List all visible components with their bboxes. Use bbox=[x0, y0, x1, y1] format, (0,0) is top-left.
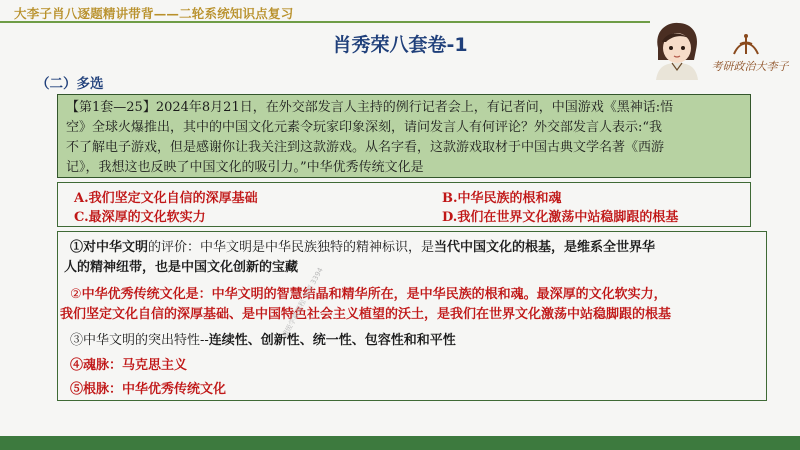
analysis-point-4: ④魂脉：马克思主义 bbox=[70, 358, 188, 373]
footer-band bbox=[0, 436, 800, 450]
point-1-mid: 的评价：中华文明是中华民族独特的精神标识，是 bbox=[148, 240, 435, 255]
point-2-bold: 中华优秀传统文化是 bbox=[81, 287, 199, 302]
options-box bbox=[57, 182, 751, 227]
option-d[interactable]: D.我们在世界文化激荡中站稳脚跟的根基 bbox=[442, 210, 679, 225]
analysis-box bbox=[57, 231, 767, 401]
brand-logo bbox=[706, 32, 794, 72]
section-label: （二）多选 bbox=[36, 76, 104, 92]
option-b[interactable]: B.中华民族的根和魂 bbox=[442, 191, 562, 206]
brand-text: 考研政治大李子 bbox=[711, 60, 789, 73]
question-line: 【第1套—25】2024年8月21日，在外交部发言人主持的例行记者会上，有记者问，中国游戏《黑神话:悟 bbox=[66, 100, 674, 115]
course-title: 大李子肖八逐题精讲带背——二轮系统知识点复习 bbox=[14, 6, 294, 21]
question-box bbox=[57, 94, 751, 178]
analysis-point-1-cont: 人的精神纽带，也是中国文化创新的宝藏 bbox=[64, 260, 299, 275]
question-line: 空》全球火爆推出，其中的中国文化元素令玩家印象深刻，请问发言人有何评论？外交部发言人表示:“我 bbox=[66, 120, 663, 135]
option-a[interactable]: A.我们坚定文化自信的深厚基础 bbox=[74, 191, 258, 206]
point-3-prefix: ③中华文明的突出特性-- bbox=[70, 333, 209, 348]
analysis-point-3 bbox=[70, 329, 456, 348]
option-c[interactable]: C.最深厚的文化软实力 bbox=[74, 210, 206, 225]
question-line: 不了解电子游戏，但是感谢你让我关注到这款游戏。从名字看，这款游戏取材于中国古典文学名著《西游 bbox=[66, 140, 665, 155]
point-2-rest: ：中华文明的智慧结晶和精华所在，是中华民族的根和魂。最深厚的文化软实力， bbox=[198, 287, 667, 302]
header-divider bbox=[0, 21, 650, 23]
point-1-bold: 当代中国文化的根基，是维系全世界华 bbox=[434, 240, 656, 255]
seal-icon bbox=[706, 32, 794, 58]
slide-title: 肖秀荣八套卷-1 bbox=[332, 34, 468, 56]
analysis-point-2 bbox=[70, 283, 667, 302]
analysis-point-2-cont: 我们坚定文化自信的深厚基础、是中国特色社会主义植望的沃土，是我们在世界文化激荡中站稳脚跟的根基 bbox=[60, 307, 672, 322]
point-2-prefix: ② bbox=[70, 287, 82, 302]
watermark: 超级学霸课程 来源 3394 bbox=[280, 266, 325, 340]
analysis-point-5: ⑤根脉：中华优秀传统文化 bbox=[70, 382, 227, 397]
teacher-avatar bbox=[644, 20, 708, 80]
analysis-point-1 bbox=[70, 236, 655, 255]
question-line: 记》，我想这也反映了中国文化的吸引力。”中华优秀传统文化是 bbox=[66, 160, 424, 175]
point-3-bold: 连续性、创新性、统一性、包容性和和平性 bbox=[208, 333, 456, 348]
point-1-prefix: ①对中华文明 bbox=[70, 240, 149, 255]
